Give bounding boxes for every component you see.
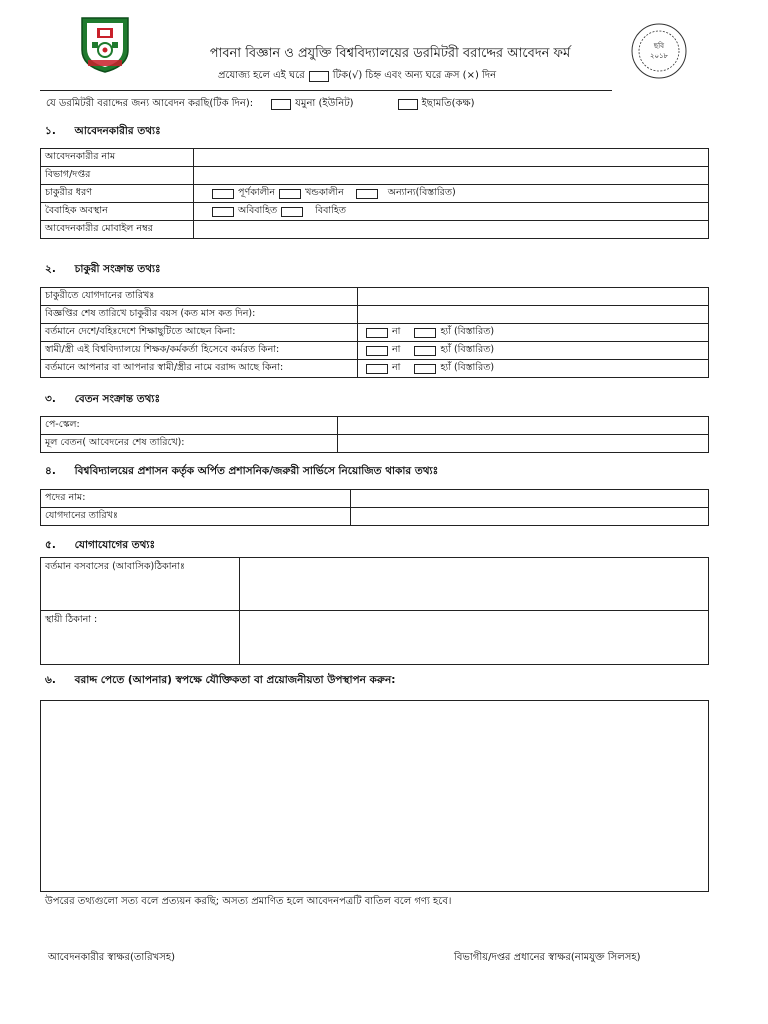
joining-date-label: চাকুরীতে যোগদানের তারিখঃ — [41, 288, 358, 306]
marital-unmarried-label: অবিবাহিত — [238, 205, 278, 216]
existing-allotment-yes-label: হ্যাঁ (বিস্তারিত) — [440, 362, 495, 373]
header-rule — [40, 90, 612, 91]
table-row — [41, 342, 709, 360]
instruction-pre: প্রযোজ্য হলে এই ঘরে — [218, 70, 305, 81]
study-leave-yes-checkbox[interactable] — [414, 328, 436, 338]
mobile-field[interactable] — [194, 221, 709, 239]
table-row — [41, 288, 709, 306]
marital-options — [194, 203, 709, 221]
section1-title: আবেদনকারীর তথ্যঃ — [74, 125, 161, 137]
table-row — [41, 306, 709, 324]
section6-title: বরাদ্দ পেতে (আপনার) স্বপক্ষে যৌক্তিকতা বা প্রয়োজনীয়তা উপস্থাপন করুন: — [74, 674, 396, 686]
form-title: পাবনা বিজ্ঞান ও প্রযুক্তি বিশ্ববিদ্যালয়ের ডরমিটরী বরাদ্দের আবেদন ফর্ম — [209, 46, 571, 61]
service-age-field[interactable] — [358, 306, 709, 324]
section6-heading — [45, 673, 395, 690]
pay-scale-label: পে-স্কেল: — [41, 417, 338, 435]
post-name-field[interactable] — [351, 490, 709, 508]
applicant-name-field[interactable] — [194, 149, 709, 167]
table-row — [41, 167, 709, 185]
existing-allotment-no-label: না — [392, 362, 401, 373]
table-row — [41, 417, 709, 435]
job-type-label: চাকুরীর ধরণ — [41, 185, 194, 203]
photo-seal-year: ২০১৮ — [649, 52, 669, 60]
existing-allotment-label: বর্তমানে আপনার বা আপনার স্বামী/স্ত্রীর নামে বরাদ্দ আছে কিনা: — [41, 360, 358, 378]
spouse-employed-no-checkbox[interactable] — [366, 346, 388, 356]
section1-heading — [45, 124, 161, 141]
table-row — [41, 185, 709, 203]
applicant-signature-label: আবেদনকারীর স্বাক্ষর(তারিখসহ) — [48, 952, 175, 963]
head-signature-label: বিভাগীয়/দপ্তর প্রধানের স্বাক্ষর(নামযুক্ত সিলসহ) — [454, 952, 641, 963]
study-leave-no-label: না — [392, 326, 401, 337]
dorm-option2-label: ইছামতি(কক্ষ) — [421, 98, 475, 109]
instruction-line — [218, 68, 496, 85]
dorm-choice-row — [46, 96, 481, 113]
study-leave-options — [358, 324, 709, 342]
dorm-option2-checkbox[interactable] — [398, 99, 418, 110]
marital-unmarried-checkbox[interactable] — [212, 207, 234, 217]
study-leave-no-checkbox[interactable] — [366, 328, 388, 338]
dept-label: বিভাগ/দপ্তর — [41, 167, 194, 185]
table-row — [41, 435, 709, 453]
marital-label: বৈবাহিক অবস্থান — [41, 203, 194, 221]
spouse-employed-yes-label: হ্যাঁ (বিস্তারিত) — [440, 344, 495, 355]
section4-table — [40, 489, 709, 526]
applicant-name-label: আবেদনকারীর নাম — [41, 149, 194, 167]
job-parttime-label: খন্ডকালীন — [305, 187, 344, 198]
section4-heading — [45, 464, 438, 481]
section3-number: ৩. — [45, 393, 56, 405]
permanent-address-label: স্থায়ী ঠিকানা : — [41, 611, 240, 665]
table-row — [41, 203, 709, 221]
service-joining-date-label: যোগদানের তারিখঃ — [41, 508, 351, 526]
section1-number: ১. — [45, 125, 56, 137]
section2-heading — [45, 262, 161, 279]
present-address-field[interactable] — [240, 558, 709, 611]
dorm-option1-label: যমুনা (ইউনিট) — [295, 98, 354, 109]
spouse-employed-label: স্বামী/স্ত্রী এই বিশ্ববিদ্যালয়ে শিক্ষক/কর্মকর্তা হিসেবে কর্মরত কিনা: — [41, 342, 358, 360]
pay-scale-field[interactable] — [338, 417, 709, 435]
permanent-address-field[interactable] — [240, 611, 709, 665]
justification-textarea[interactable] — [40, 700, 709, 892]
service-age-label: বিজ্ঞপ্তির শেষ তারিখে চাকুরীর বয়স (কত মাস কত দিন): — [41, 306, 358, 324]
existing-allotment-options — [358, 360, 709, 378]
section4-number: ৪. — [45, 465, 56, 477]
existing-allotment-no-checkbox[interactable] — [366, 364, 388, 374]
job-parttime-checkbox[interactable] — [279, 189, 301, 199]
spouse-employed-no-label: না — [392, 344, 401, 355]
section2-number: ২. — [45, 263, 56, 275]
service-joining-date-field[interactable] — [351, 508, 709, 526]
dept-field[interactable] — [194, 167, 709, 185]
declaration-text: উপরের তথ্যগুলো সত্য বলে প্রত্যয়ন করছি; অসত্য প্রমাণিত হলে আবেদনপত্রটি বাতিল বলে গণ্য হবে। — [45, 896, 452, 907]
photo-seal-label: ছবি — [653, 42, 665, 50]
table-row — [41, 558, 709, 611]
job-other-checkbox[interactable] — [356, 189, 378, 199]
section3-table — [40, 416, 709, 453]
table-row — [41, 360, 709, 378]
instruction-sample-box — [309, 71, 329, 82]
table-row — [41, 508, 709, 526]
table-row — [41, 611, 709, 665]
section5-heading — [45, 538, 155, 555]
table-row — [41, 490, 709, 508]
job-fulltime-label: পূর্ণকালীন — [238, 187, 276, 198]
table-row — [41, 149, 709, 167]
section5-title: যোগাযোগের তথ্যঃ — [74, 539, 156, 551]
marital-married-label: বিবাহিত — [315, 205, 347, 216]
mobile-label: আবেদনকারীর মোবাইল নম্বর — [41, 221, 194, 239]
table-row — [41, 324, 709, 342]
section3-heading — [45, 392, 160, 409]
post-name-label: পদের নাম: — [41, 490, 351, 508]
section5-number: ৫. — [45, 539, 56, 551]
table-row — [41, 221, 709, 239]
study-leave-yes-label: হ্যাঁ (বিস্তারিত) — [440, 326, 495, 337]
section6-number: ৬. — [45, 674, 56, 686]
present-address-label: বর্তমান বসবাসের (আবাসিক)ঠিকানাঃ — [41, 558, 240, 611]
spouse-employed-yes-checkbox[interactable] — [414, 346, 436, 356]
dorm-option1-checkbox[interactable] — [271, 99, 291, 110]
section2-table — [40, 287, 709, 378]
photo-seal — [630, 22, 688, 80]
basic-salary-field[interactable] — [338, 435, 709, 453]
basic-salary-label: মূল বেতন( আবেদনের শেষ তারিখে): — [41, 435, 338, 453]
section4-title: বিশ্ববিদ্যালয়ের প্রশাসন কর্তৃক অর্পিত প্রশাসনিক/জরুরী সার্ভিসে নিয়োজিত থাকার তথ্যঃ — [74, 465, 439, 477]
university-logo — [78, 14, 132, 74]
section3-title: বেতন সংক্রান্ত তথ্যঃ — [74, 393, 161, 405]
job-type-options — [194, 185, 709, 203]
job-fulltime-checkbox[interactable] — [212, 189, 234, 199]
study-leave-label: বর্তমানে দেশে/বহিঃদেশে শিক্ষাছুটিতে আছেন কিনা: — [41, 324, 358, 342]
existing-allotment-yes-checkbox[interactable] — [414, 364, 436, 374]
section1-table — [40, 148, 709, 239]
joining-date-field[interactable] — [358, 288, 709, 306]
instruction-tick-text: টিক(√) চিহ্ন এবং অন্য ঘরে ক্রস (×) দিন — [332, 70, 497, 81]
spouse-employed-options — [358, 342, 709, 360]
dorm-choice-prompt: যে ডরমিটরী বরাদ্দের জন্য আবেদন করছি(টিক দিন): — [46, 98, 254, 109]
section2-title: চাকুরী সংক্রান্ত তথ্যঃ — [74, 263, 161, 275]
section5-table — [40, 557, 709, 665]
marital-married-checkbox[interactable] — [281, 207, 303, 217]
job-other-label: অন্যান্য(বিস্তারিত) — [387, 187, 456, 198]
